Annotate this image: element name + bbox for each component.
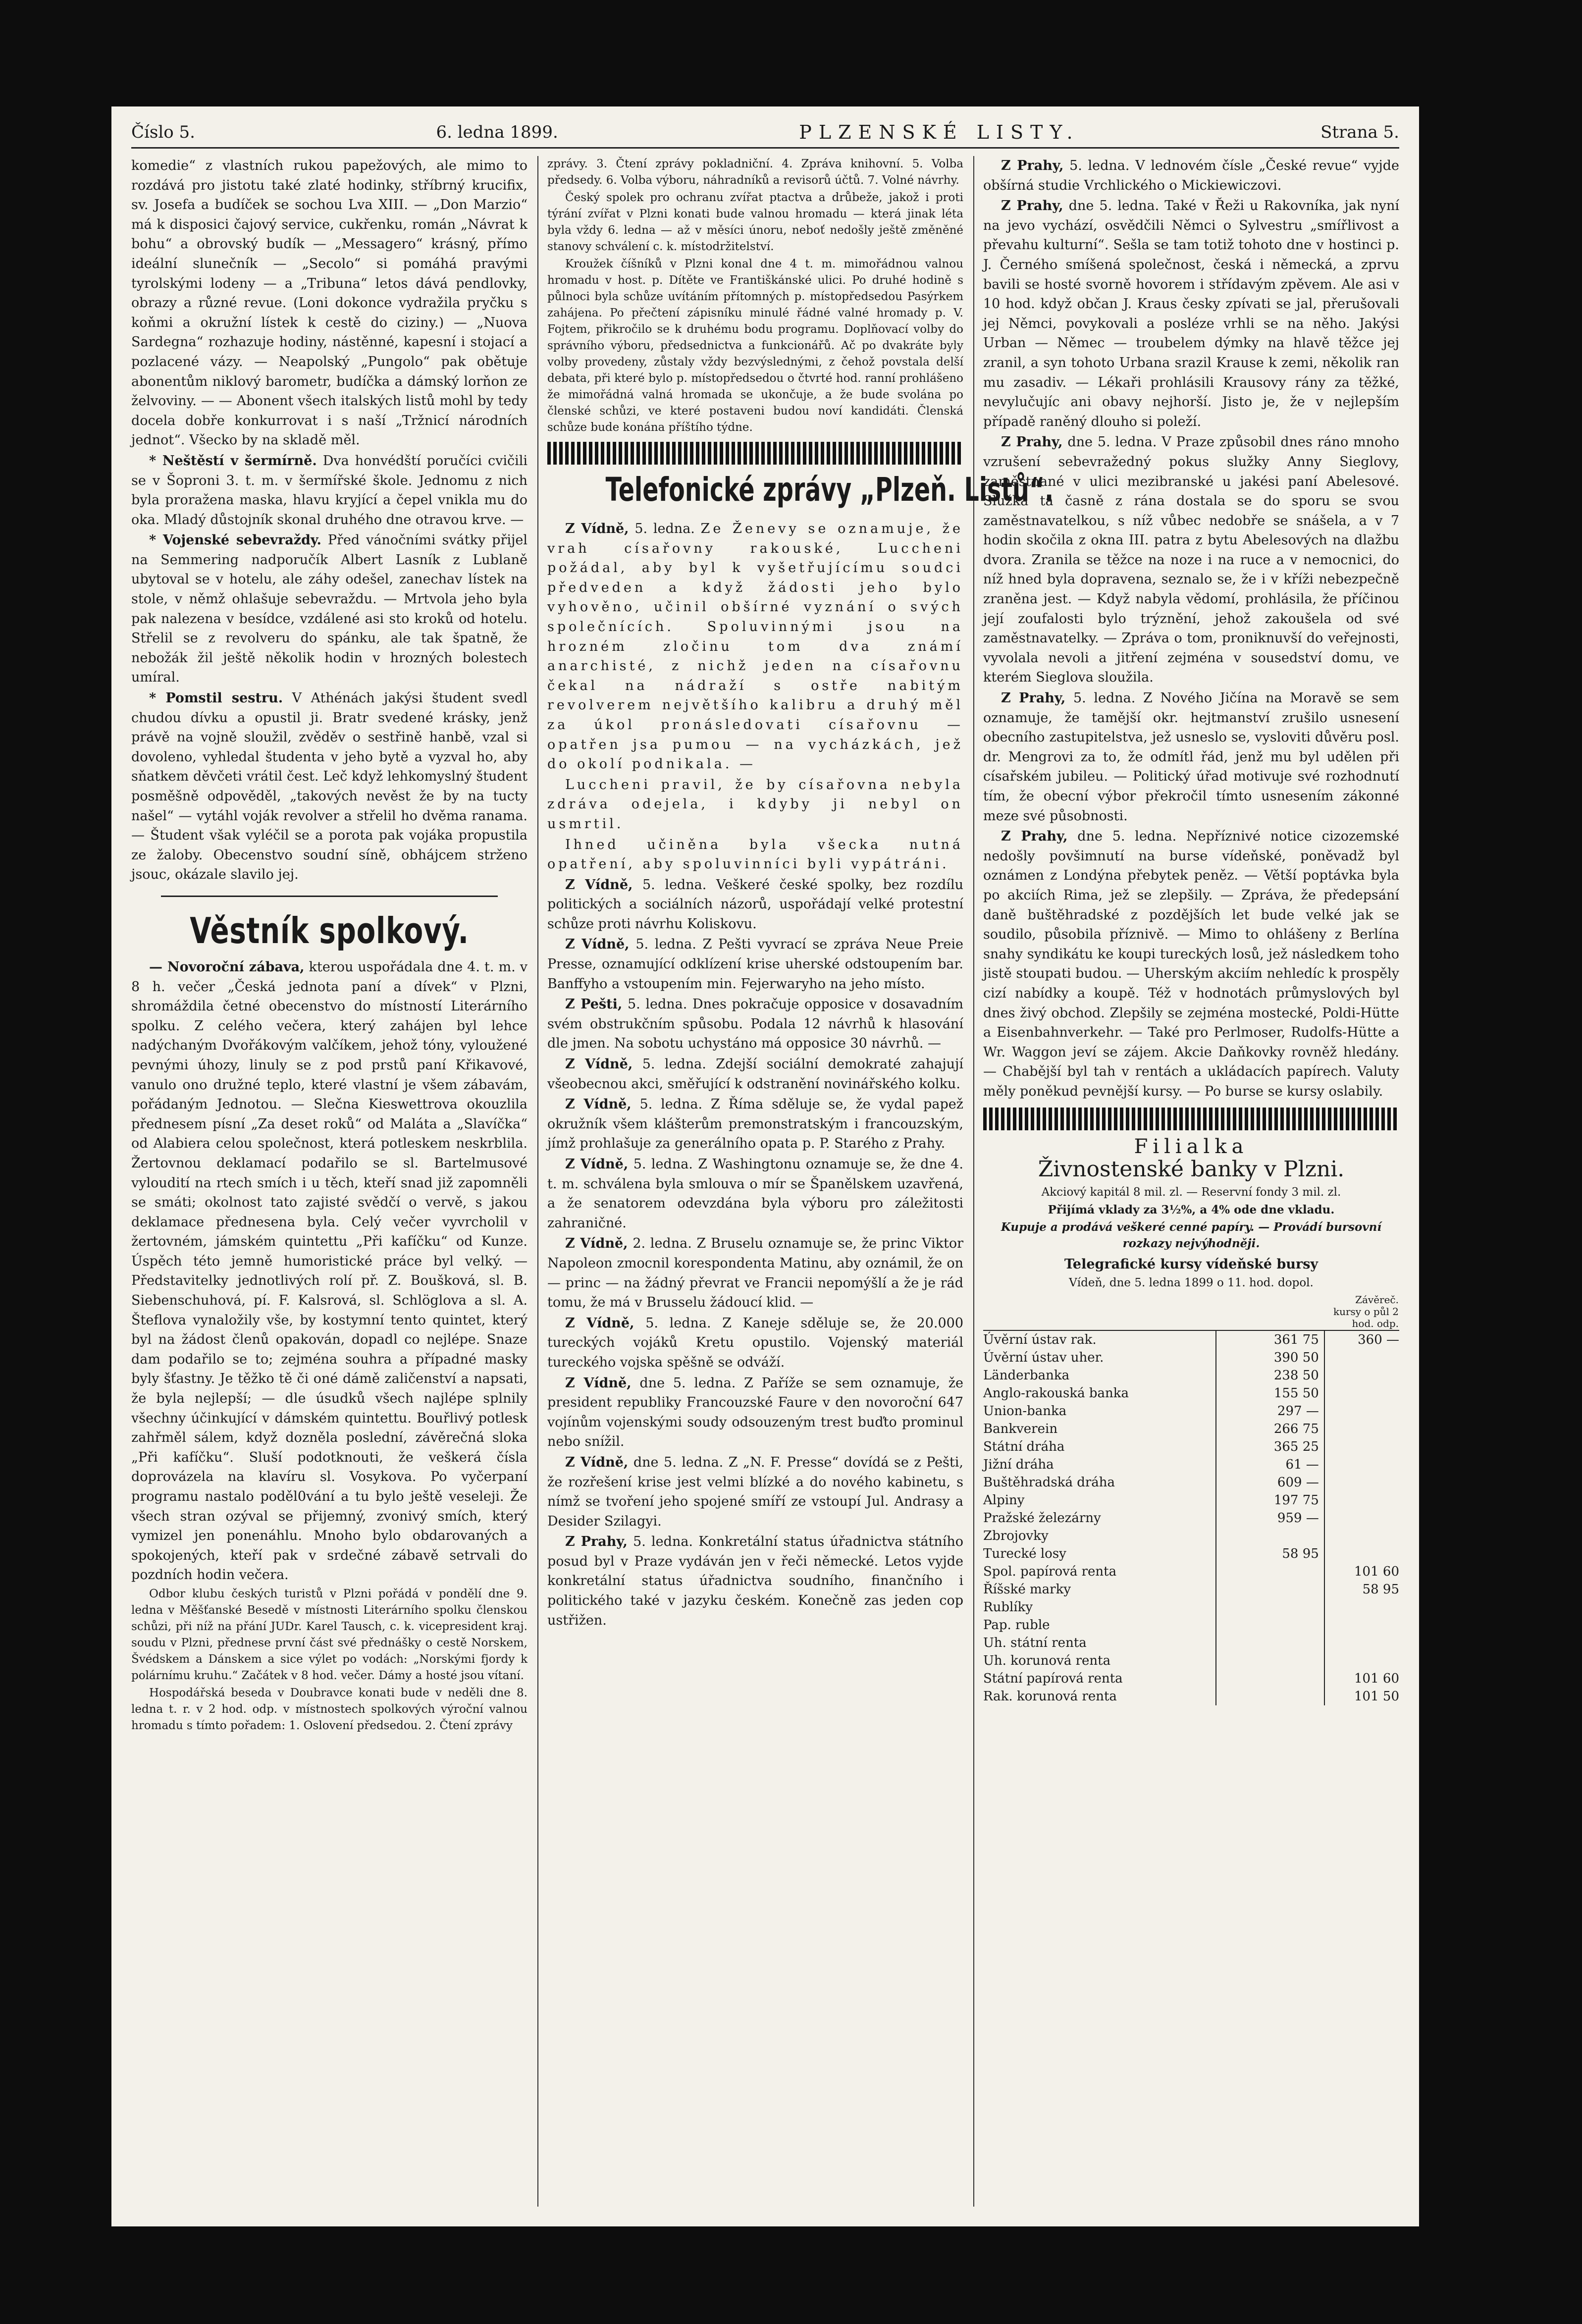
article-title: * Neštěstí v šermírně. <box>149 453 317 469</box>
page-header <box>131 117 1399 149</box>
table-row <box>983 1367 1399 1384</box>
closing-rate <box>1324 1616 1399 1634</box>
closing-rate <box>1324 1349 1399 1367</box>
telegram-origin: Z Vídně, <box>565 1375 632 1391</box>
table-row <box>983 1634 1399 1652</box>
exchange-col-closing: Závěreč. kursy o půl 2 hod. odp. <box>1324 1293 1399 1330</box>
article <box>131 451 527 529</box>
closing-rate: 360 — <box>1324 1330 1399 1349</box>
section-heading: Telefonické zprávy „Plzeň. Listů“. <box>605 471 1054 509</box>
morning-rate: 609 — <box>1216 1474 1324 1491</box>
telegram-origin: Z Prahy, <box>1001 158 1064 173</box>
table-row <box>983 1491 1399 1509</box>
telegram <box>983 156 1399 195</box>
telegram-text: Ihned učiněna byla všecka nutná opatření, aby spoluvinníci byli vypátráni. <box>547 837 963 872</box>
section-heading: Věstník spolkový. <box>190 909 469 951</box>
security-name: Úvěrní ústav rak. <box>983 1332 1097 1348</box>
morning-rate: 361 75 <box>1216 1330 1324 1349</box>
security-name: Státní papírová renta <box>983 1671 1123 1687</box>
security-name: Länderbanka <box>983 1368 1070 1383</box>
security-name: Pap. ruble <box>983 1618 1050 1633</box>
article-title: * Pomstil sestru. <box>149 690 283 706</box>
table-row <box>983 1456 1399 1474</box>
telegram <box>983 432 1399 687</box>
security-name: Státní dráha <box>983 1439 1065 1455</box>
telegram-text: 5. ledna. Dnes pokračuje opposice v dosavadním svém obstrukčním spůsobu. Podala 12 návrhů k hlasování dle jmen. Na sobotu uchystáno má opposice 30 návrhů. — <box>547 997 963 1052</box>
telegram-origin: Z Vídně, <box>565 877 633 893</box>
security-name: Zbrojovky <box>983 1529 1049 1544</box>
column-rule <box>973 156 974 2207</box>
security-name: Alpiny <box>983 1493 1025 1508</box>
column-left <box>131 156 527 2212</box>
closing-rate <box>1324 1474 1399 1491</box>
table-row <box>983 1349 1399 1367</box>
telegram-origin: Z Prahy, <box>1001 690 1066 706</box>
table-row <box>983 1474 1399 1491</box>
telegram <box>547 1532 963 1630</box>
telegram-text: 5. ledna. Z Kaneje sděluje se, že 20.000 tureckých vojáků Kretu opustilo. Vojenský materiál tureckého vojska spěšně se odváží. <box>547 1315 963 1370</box>
article-text: V Athénách jakýsi študent svedl chudou dívku a opustil ji. Bratr svedené krásky, jenž právě na vojně sloužil, zvěděv o sestřině hanbě, vzal si dovoleno, vyhledal študenta v jeho bytě a vyzval ho, aby sňatkem děvčeti vrátil čest. Leč když lehkomyslný študent posměšně odpověděl, „takových nevěst že by na tucty našel“ — vytáhl voják revolver a střelil ho dvěma ranama. — Študent však vyléčil se a porota pak vojáka propustila ze žaloby. Obecenstvo soudní síně, obhájcem strženo jsouc, okázale slavilo jej. <box>131 690 527 883</box>
article-text: kterou uspořádala dne 4. t. m. v 8 h. večer „Česká jednota paní a dívek“ v Plzni, shromáždila četné obecenstvo do místností Literárního spolku. Z celého večera, který zahájen byl lehce nadýchaným Dvořákovým valčíkem, jehož tóny, vyloužené pevnými úhozy, linuly se z pod prstů paní Křikavové, vanulo ono družné teplo, které vlastní je všem zábavám, pořádaným Jednotou. — Slečna Kieswettrova okouzlila přednesem písní „Za deset roků“ od Maláta a „Slavíčka“ od Alabiera celou společnost, která potleskem neskrblila. Žertovnou deklamací podařilo se sl. Bartelmusové vyloudití na rtech smích i u těch, kteří snad již zapomněli se smáti; okolnost tato zajisté svědčí o vervě, s jakou deklamace přednesena byla. Celý večer vyvrcholil v žertovném, jámském quintettu „Při kafíčku“ od Kunze. Úspěch této jemně humoristické práce byl velký. — Představitelky jednotlivých rolí př. Z. Boušková, sl. B. Siebenschuhová, pí. F. Kalsrová, sl. Schlöglova a sl. A. Šteflova vynaložily vše, by kostymní tento quintet, který byl na žádost členů opakován, dopadl co nejlépe. Snaze dam podařilo se to; zejména souhra a případné masky byly šťastny. Je těžko tě či oné dámě zaličenství a napsati, že byla nejlepší; — dle úsudků všech najlépe splnily všechny účinkující v dámském quintettu. Bouřlivý potlesk zahřměl sálem, když dozněla poslední, závěrečná sloka „Při kafíčku“. Sluší podotknouti, že veškerá čísla doprovázela na klavíru sl. Vosykova. Po vyčerpaní programu nastalo poděl0vání a tu bylo ještě veseleji. Že všech stran ozýval se přijemný, zvonivý smích, který vymizel jen ponenáhlu. Mnoho bylo obdarovaných a spokojených, kteří pak v srdečné zábavě setrvali do pozdních hodin večera. <box>131 959 527 1583</box>
telegram <box>547 1373 963 1452</box>
telegram-origin: Z Prahy, <box>1001 198 1063 214</box>
security-name: Uh. korunová renta <box>983 1653 1111 1669</box>
table-row <box>983 1509 1399 1527</box>
morning-rate: 61 — <box>1216 1456 1324 1474</box>
telegram-origin: Z Prahy, <box>1001 829 1068 845</box>
ad-capital: Akciový kapitál 8 mil. zl. — Reservní fondy 3 mil. zl. <box>1041 1185 1341 1199</box>
telegram-origin: Z Vídně, <box>565 1236 628 1252</box>
article-title: — Novoroční zábava, <box>149 959 305 975</box>
table-row <box>983 1652 1399 1670</box>
security-name: Turecké losy <box>983 1546 1066 1562</box>
exchange-table-body <box>983 1330 1399 1705</box>
closing-rate <box>1324 1509 1399 1527</box>
telegram <box>547 519 963 774</box>
telegram <box>547 1155 963 1233</box>
page-number: Strana 5. <box>1320 122 1399 142</box>
article <box>131 957 527 1585</box>
closing-rate <box>1324 1634 1399 1652</box>
telegram <box>983 827 1399 1101</box>
telegram <box>547 1453 963 1531</box>
closing-rate <box>1324 1491 1399 1509</box>
telegram <box>547 1234 963 1312</box>
security-name: Spol. papírová renta <box>983 1564 1117 1580</box>
morning-rate <box>1216 1634 1324 1652</box>
exchange-col-morning <box>1216 1293 1324 1330</box>
telegram-text: 2. ledna. Z Bruselu oznamuje se, že princ Viktor Napoleon zmocnil korespondenta Matinu, aby oznámil, že on — princ — na žádný převrat ve Francii nepomýšlí a že je rád tomu, že má v Brusselu žádoucí klid. — <box>547 1236 963 1311</box>
telegram-origin: Z Vídně, <box>565 1157 629 1172</box>
morning-rate: 58 95 <box>1216 1545 1324 1563</box>
closing-rate: 101 50 <box>1324 1688 1399 1705</box>
telegram-text: dne 5. ledna. Z „N. F. Presse“ dovídá se z Pešti, že rozřešení krise jest velmi blízké a do nového kabinetu, s nímž se tvoření jeho spojené smíří ze vstoupí Jul. Andrasy a Desider Szilagyi. <box>547 1454 963 1529</box>
article-title: * Vojenské sebevraždy. <box>149 532 321 548</box>
security-name: Rublíky <box>983 1600 1033 1615</box>
newspaper-page <box>111 106 1419 2226</box>
telegram-origin: Z Vídně, <box>565 1315 634 1331</box>
telegram-text: dne 5. ledna. Z Paříže se sem oznamuje, že president republiky Francouzské Faure v den novoroční 647 vojínům vojenskými soudy odsouzeným trest buďto prominul nebo snížil. <box>547 1375 963 1450</box>
closing-rate <box>1324 1367 1399 1384</box>
morning-rate <box>1216 1563 1324 1581</box>
telegram-origin: Z Vídně, <box>565 1454 629 1470</box>
morning-rate: 959 — <box>1216 1509 1324 1527</box>
telegram-text: dne 5. ledna. V Praze způsobil dnes ráno mnoho vzrušení sebevražedný pokus služky Anny Sieglovy, zaměstnané v ulici mezibranské u jakési paní Abelesové. Služka ta časně z rána dostala se do sporu se svou zaměstnavatelkou, s níž vůbec nedobře se snášela, a v 7 hodin skočila z okna III. patra z bytu Abelesových na dlažbu dvora. Zranila se těžce na noze i na ruce a v nemocnici, do níž hned byla dopravena, seznalo se, že i v kříži nebezpečně zraněna jest. — Když nabyla vědomí, prohlásila, že příčinou její zoufalosti bylo trýznění, jehož zakoušela od své zaměstnavatelky. — Zpráva o tom, proniknuvší do veřejnosti, vyvolala nevoli a jitření zejména v sousedství domu, ve kterém Sieglova sloužila. <box>983 434 1399 686</box>
morning-rate: 365 25 <box>1216 1438 1324 1456</box>
exchange-col-name <box>983 1293 1216 1330</box>
telegram-text: 5. ledna. Zdejší sociální demokraté zahajují všeobecnou akci, směřující k odstranění novinářského kolku. <box>547 1056 963 1092</box>
telegram-text: 5. ledna. V lednovém čísle „České revue“ vyjde obšírná studie Vrchlického o Mickiewiczovi. <box>983 158 1399 193</box>
telegram-text: 5. ledna. Z Nového Jičína na Moravě se sem oznamuje, že tamější okr. hejtmanství zrušilo usnesení obecního zastupitelstva, jež usneslo se, vysloviti důvěru posl. dr. Mengrovi za to, že odmítl řád, jenž mu byl udělen při císařském jubileu. — Politický úřad motivuje své rozhodnutí tím, že obecní výbor překročil tímto usnesením zákonné meze své působnosti. <box>983 690 1399 824</box>
telegram <box>983 196 1399 431</box>
telegram-text: dne 5. ledna. Nepříznivé notice cizozemské nedošly povšimnutí na burse vídeňské, poněvadž byl oznámen z Londýna přebytek peněz. — Větší poptávka byla po akciích Rima, jež se zlepšily. — Zpráva, že předepsání daně buštěhradské z pozdějších let bude velké jak se soudilo, působila příznivě. — Mimo to ohlášeny z Berlína snahy syndikátu ke koupi tureckých losů, jež následkem toho jistě stoupati budou. — Uherským akciím nehledíc k prospěly cizí nabídky a koupě. Též v hodnotách průmyslových byl dnes živý obchod. Zlepšily se zejména mostecké, Poldi-Hütte a Eisenbahnverkehr. — Také pro Perlmoser, Rudolfs-Hütte a Wr. Waggon jeví se zájem. Akcie Daňkovky rovněž hledány. — Chabější byl tah v rentách a ukládacích papírech. Valuty měly poněkud pevnější kursy. — Po burse se kursy oslabily. <box>983 829 1399 1099</box>
table-row <box>983 1384 1399 1402</box>
ad-deposit-rate: Přijímá vklady za 3½%, a 4% ode dne vkladu. <box>1048 1203 1335 1216</box>
article-paragraph: Kroužek číšníků v Plzni konal dne 4 t. m. mimořádnou valnou hromadu v host. p. Dítěte ve Františkánské ulici. Po druhé hodině s půlnoci byla schůze uvítáním přítomných p. místopředsedou Pasýrkem zahájena. Po přečtení zápisníku minulé řádné valné hromady p. V. Fojtem, přikročilo se k druhému bodu programu. Doplňovací volby do správního výboru, předsednictva a funkcionářů. Ač po dvakráte byly volby provedeny, zůstaly vždy bezvýslednými, z čehož povstala delší debata, při které bylo p. místopředsedou o čtvrté hod. ranní prohlášeno že mimořádná valná hromada se ukončuje, a že bude svolána po členské schůzi, ve které postaveni budou noví kandidáti. Členská schůze bude konána příštího týdne. <box>547 258 963 434</box>
exchange-table <box>983 1293 1399 1705</box>
ad-subtitle: Živnostenské banky v Plzni. <box>1038 1157 1345 1182</box>
security-name: Anglo-rakouská banka <box>983 1386 1129 1401</box>
security-name: Jižní dráha <box>983 1457 1054 1473</box>
telegram-text: 5. ledna. Konkretální status úřadnictva státního posud byl v Praze vydáván jen v řeči německé. Letos vyjde konkretální status úřadnictva soudního, finančního i politického také v jazyku českém. Konečně zas jeden cop ustřižen. <box>547 1534 963 1628</box>
telegram-origin: Z Pešti, <box>565 997 623 1012</box>
closing-rate <box>1324 1402 1399 1420</box>
morning-rate <box>1216 1581 1324 1598</box>
security-name: Úvěrní ústav uher. <box>983 1350 1104 1366</box>
table-row <box>983 1688 1399 1705</box>
morning-rate <box>1216 1616 1324 1634</box>
telegram-origin: Z Prahy, <box>565 1534 628 1550</box>
ad-services: Kupuje a prodává veškeré cenné papíry. — Provádí bursovní rozkazy nejvýhodněji. <box>1001 1220 1382 1250</box>
table-row <box>983 1545 1399 1563</box>
morning-rate <box>1216 1652 1324 1670</box>
morning-rate: 197 75 <box>1216 1491 1324 1509</box>
table-row <box>983 1616 1399 1634</box>
telegram <box>547 995 963 1054</box>
telegram <box>547 935 963 994</box>
column-rule <box>537 156 538 2207</box>
closing-rate <box>1324 1527 1399 1545</box>
telegram <box>983 688 1399 826</box>
telegram-origin: Z Vídně, <box>565 1056 633 1072</box>
telegram-text: 5. ledna. Veškeré české spolky, bez rozdílu politických a sociálních názorů, uspořádají velké protestní schůze proti návrhu Koliskovu. <box>547 877 963 932</box>
closing-rate <box>1324 1456 1399 1474</box>
table-row <box>983 1438 1399 1456</box>
telegram <box>547 1055 963 1094</box>
telegram <box>547 1314 963 1373</box>
newspaper-title: PLZENSKÉ LISTY. <box>799 121 1080 143</box>
telegram-text: Ze Ženevy se oznamuje, že vrah císařovny rakouské, Luccheni požádal, aby byl k vyšetřujícímu soudci předveden a když žádosti jeho bylo vyhověno, učinil obšírné vyznání o svých společnících. Spoluvinnými jsou na hrozném zločinu tom dva známí anarchisté, z nichž jeden na císařovnu čekal na nádraží s ostře nabitým revolverem největšího kalibru a druhý měl za úkol pronásledovati císařovnu — opatřen jsa pumou — na vycházkách, jež do okolí podnikala. — <box>547 521 964 772</box>
ornamental-bar <box>547 442 963 465</box>
telegram-text: Luccheni pravil, že by císařovna nebyla zdráva odejela, i kdyby ji nebyl on usmrtil. <box>547 777 963 832</box>
closing-rate <box>1324 1598 1399 1616</box>
telegram-text: 5. ledna. Z Washingtonu oznamuje se, že dne 4. t. m. schválena byla smlouva o mír se Španělskem uzavřená, a že senatorem odevzdána byla výboru pro záležitosti zahraničné. <box>547 1157 963 1231</box>
morning-rate: 390 50 <box>1216 1349 1324 1367</box>
security-name: Buštěhradská dráha <box>983 1475 1115 1490</box>
security-name: Říšské marky <box>983 1582 1071 1597</box>
table-row <box>983 1581 1399 1598</box>
ornamental-bar <box>983 1108 1399 1130</box>
security-name: Bankverein <box>983 1422 1058 1437</box>
closing-rate <box>1324 1652 1399 1670</box>
article <box>131 530 527 687</box>
security-name: Union-banka <box>983 1404 1067 1419</box>
article-paragraph: Český spolek pro ochranu zvířat ptactva a drůbeže, jakož i proti týrání zvířat v Plzni konati bude valnou hromadu — která jinak léta byla vždy 6. ledna — až v měsíci únoru, neboť nedošly ještě změněné stanovy schválení c. k. místodržitelství. <box>547 191 963 253</box>
telegram <box>547 875 963 934</box>
morning-rate <box>1216 1598 1324 1616</box>
morning-rate: 155 50 <box>1216 1384 1324 1402</box>
security-name: Pražské železárny <box>983 1511 1101 1526</box>
table-row <box>983 1670 1399 1688</box>
telegram-origin: Z Vídně, <box>565 521 629 536</box>
telegram-origin: Z Prahy, <box>1001 434 1063 450</box>
table-row <box>983 1402 1399 1420</box>
article <box>131 688 527 885</box>
table-row <box>983 1330 1399 1349</box>
exchange-date: Vídeň, dne 5. ledna 1899 o 11. hod. dopol. <box>1069 1276 1314 1290</box>
telegram-text: dne 5. ledna. Také v Řeži u Rakovníka, jak nyní na jevo vychází, osvědčili Němci o Sylvestru „smířlivost a převahu kulturní“. Sešla se tam totiž tohoto dne v hostinci p. J. Černého smíšená společnost, česká i německá, a zprvu bavili se hosté svorně hovorem i střídavým zpěvem. Ale asi v 10 hod. když občan J. Kraus česky zpívati se jal, přerušovali jej Němci, povykovali a posléze vrhli se na něho. Jakýsi Urban — Němec — troubelem dýmky na hlavě těžce jej zranil, a syn tohoto Urbana srazil Krause k zemi, několik ran mu zasadiv. — Lékaři prohlásili Krausovy rány za těžké, nevylučujíc ani obavy nejhorší. Jisto je, že v nejlepším případě raněný dlouho si poleží. <box>983 198 1399 429</box>
column-right <box>983 156 1399 2212</box>
telegram-text: 5. ledna. Z Říma sděluje se, že vydal papež okružník všem klášterům premonstratským i francouzským, jímž prohlašuje za generálního opata p. P. Starého z Prahy. <box>547 1097 963 1152</box>
morning-rate <box>1216 1527 1324 1545</box>
exchange-title: Telegrafické kursy vídeňské bursy <box>1064 1256 1318 1272</box>
closing-rate <box>1324 1438 1399 1456</box>
article-text: Před vánočními svátky přijel na Semmering nadporučík Albert Lasník z Lublaně ubytoval se v hotelu, ale záhy odešel, zanechav lístek na stole, v němž ohlašuje sebevraždu. — Mrtvola jeho byla pak nalezena v besídce, vzdálené asi sto kroků od hotelu. Střelil se z revolveru do spánku, ale tak špatně, že nebožák žil ještě několik hodin v hrozných bolestech umíral. <box>131 532 527 686</box>
security-name: Rak. korunová renta <box>983 1689 1117 1704</box>
closing-rate <box>1324 1545 1399 1563</box>
closing-rate <box>1324 1420 1399 1438</box>
article-text: Dva honvédští poručíci cvičili se v Šoproni 3. t. m. v šermířské škole. Jednomu z nich byla proražena maska, hlavu kryjící a čepel vnikla mu do oka. Mladý důstojník skonal druhého dne otravou krve. — <box>131 453 527 528</box>
morning-rate: 297 — <box>1216 1402 1324 1420</box>
table-row <box>983 1598 1399 1616</box>
telegram-origin: Z Vídně, <box>565 1097 632 1112</box>
exchange-table-header <box>983 1293 1399 1330</box>
article-paragraph: komedie“ z vlastních rukou papežových, ale mimo to rozdává pro jistotu také zlaté hodinky, stříbrný krucifix, sv. Josefa a budíček se sochou Lva XIII. — „Don Marzio“ má k disposici čajový service, cukřenku, román „Návrat k bohu“ a obrovský budík — „Messagero“ krásný, přímo ideální slunečník — „Secolo“ si pomáhá pravými tyrolskými lodeny — a „Tribuna“ letos dává pendlovky, obrazy a různé revue. (Loni dokonce vydražila pryčku s koňmi a okružní lístek k cestě do ciziny.) — „Nuova Sardegna“ rozhazuje hodiny, nástěnné, kapesní i stojací a pozlacené vázy. — Neapolský „Pungolo“ pak obětuje abonentům niklový barometr, budíčka a dámský lorňon ze želvoviny. — — Abonent všech italských listů mohl by tedy docela dobře konkurrovat i s naší „Tržnicí národních jednot“. Všecko by na skladě měl. <box>131 158 527 448</box>
telegram-text: 5. ledna. Z Pešti vyvrací se zpráva Neue Preie Presse, oznamující odklízení krise uherské odstoupením bar. Banffyho a vstoupením min. Fejerwaryho na jeho místo. <box>547 937 963 992</box>
morning-rate: 266 75 <box>1216 1420 1324 1438</box>
closing-rate <box>1324 1384 1399 1402</box>
closing-rate: 101 60 <box>1324 1670 1399 1688</box>
telegram-origin: Z Vídně, <box>565 937 630 952</box>
morning-rate <box>1216 1688 1324 1705</box>
closing-rate: 101 60 <box>1324 1563 1399 1581</box>
morning-rate <box>1216 1670 1324 1688</box>
article-paragraph: Hospodářská beseda v Doubravce konati bude v neděli dne 8. ledna t. r. v 2 hod. odp. v místnostech spolkových výroční valnou hromadu s tímto pořadem: 1. Oslovení předsedou. 2. Čtení zprávy <box>131 1686 527 1732</box>
table-row <box>983 1563 1399 1581</box>
issue-number: Číslo 5. <box>131 122 195 142</box>
ad-title: Filialka <box>1134 1135 1249 1158</box>
issue-date: 6. ledna 1899. <box>436 122 558 142</box>
article-paragraph: zprávy. 3. Čtení zprávy pokladniční. 4. Zpráva knihovní. 5. Volba předsedy. 6. Volba výboru, náhradníků a revisorů účtů. 7. Volné návrhy. <box>547 158 963 187</box>
telegram <box>547 1095 963 1154</box>
telegram-date: 5. ledna. <box>634 521 695 536</box>
table-row <box>983 1420 1399 1438</box>
closing-rate: 58 95 <box>1324 1581 1399 1598</box>
article-paragraph: Odbor klubu českých turistů v Plzni pořádá v pondělí dne 9. ledna v Měšťanské Besedě v místnosti Literárního spolku členskou schůzi, při níž na přání JUDr. Karel Tausch, c. k. vicepresident kraj. soudu v Plzni, přednese první část své přednášky o cestě Norskem, Švédskem a Dánskem a sice výlet po vodách: „Norskými fjordy k polárnímu kruhu.“ Začátek v 8 hod. večer. Dámy a hosté jsou vítaní. <box>131 1587 527 1682</box>
morning-rate: 238 50 <box>1216 1367 1324 1384</box>
section-divider <box>161 896 498 897</box>
table-row <box>983 1527 1399 1545</box>
security-name: Uh. státní renta <box>983 1636 1087 1651</box>
